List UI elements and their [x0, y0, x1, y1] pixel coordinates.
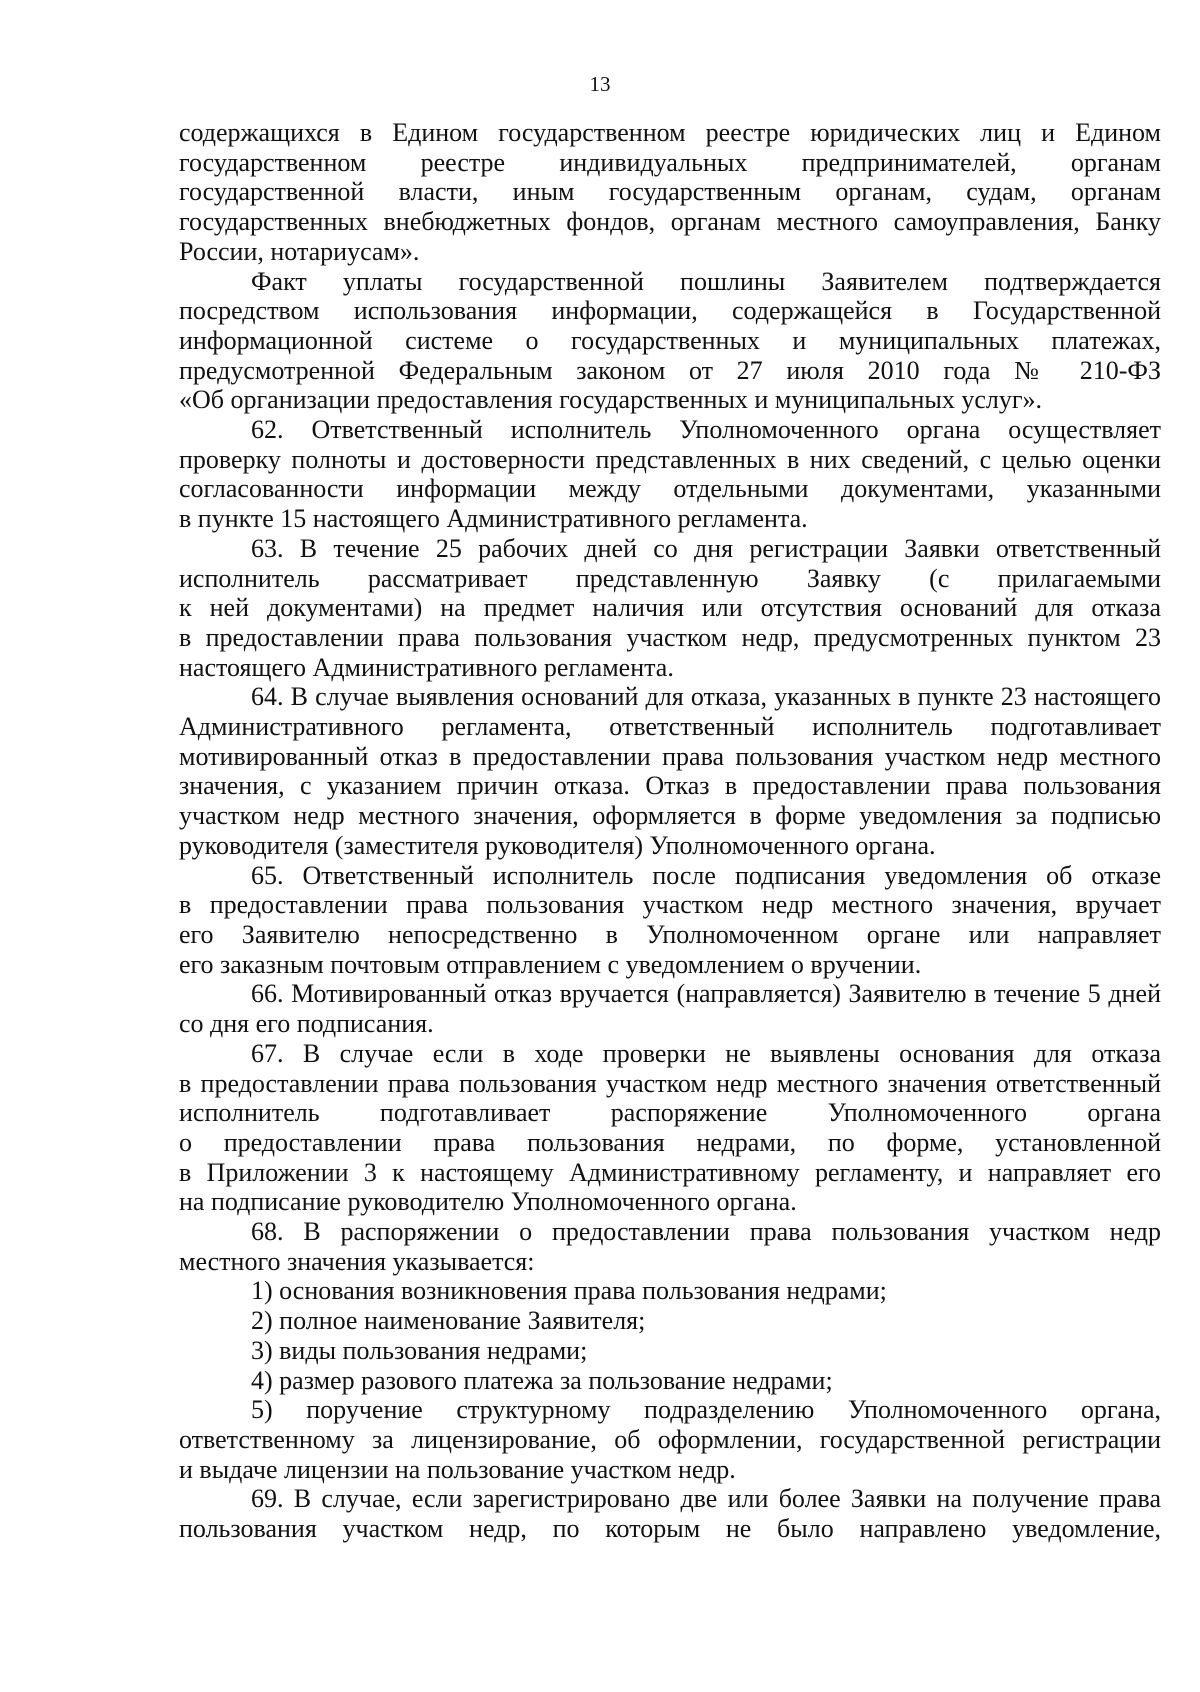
text-line: местного значения указывается:: [179, 1246, 535, 1276]
text-line: исполнитель подготавливает распоряжение Уполномоченного органа: [179, 1098, 1161, 1128]
page-number: 13: [589, 72, 611, 96]
text-line: содержащихся в Едином государственном реестре юридических лиц и Едином: [179, 118, 1161, 147]
text-line: участком недр местного значения, оформляется в форме уведомления за подписью: [179, 801, 1161, 831]
text-line: государственном реестре индивидуальных предпринимателей, органам: [179, 147, 1161, 177]
text-line: 65. Ответственный исполнитель после подписания уведомления об отказе: [251, 860, 1161, 890]
text-line: в предоставлении права пользования участком недр местного значения ответственный: [179, 1068, 1161, 1098]
text-line: государственных внебюджетных фондов, органам местного самоуправления, Банку: [179, 207, 1161, 237]
text-line: значения, с указанием причин отказа. Отказ в предоставлении права пользования: [179, 771, 1161, 801]
paragraph-item3: [179, 1336, 1161, 1366]
paragraph-p68: [179, 1217, 1161, 1276]
text-line: на подписание руководителю Уполномоченного органа.: [179, 1187, 797, 1217]
text-line: в Приложении 3 к настоящему Административному регламенту, и направляет его: [179, 1157, 1161, 1187]
text-line: его заказным почтовым отправлением с уведомлением о вручении.: [179, 949, 922, 979]
text-line: к ней документами) на предмет наличия или отсутствия оснований для отказа: [179, 593, 1161, 623]
text-line: посредством использования информации, содержащейся в Государственной: [179, 296, 1161, 326]
text-line: согласованности информации между отдельными документами, указанными: [179, 474, 1161, 504]
text-line: Факт уплаты государственной пошлины Заявителем подтверждается: [251, 266, 1161, 296]
paragraph-item1: [179, 1276, 1161, 1306]
paragraph-item5: [179, 1395, 1161, 1484]
text-line: в пункте 15 настоящего Административного регламента.: [179, 504, 808, 534]
text-line: 4) размер разового платежа за пользование недрами;: [251, 1365, 833, 1395]
paragraph-p65: [179, 861, 1161, 980]
paragraph-p63: [179, 534, 1161, 683]
text-line: его Заявителю непосредственно в Уполномоченном органе или направляет: [179, 919, 1161, 949]
text-line: и выдаче лицензии на пользование участком недр.: [179, 1454, 736, 1484]
text-line: «Об организации предоставления государственных и муниципальных услуг».: [179, 385, 1043, 415]
paragraph-p69: [179, 1484, 1161, 1543]
paragraph-p62: [179, 415, 1161, 534]
text-line: информационной системе о государственных и муниципальных платежах,: [179, 325, 1161, 355]
text-line: 3) виды пользования недрами;: [251, 1335, 588, 1365]
text-line: 67. В случае если в ходе проверки не выявлены основания для отказа: [251, 1038, 1161, 1068]
text-line: 68. В распоряжении о предоставлении права пользования участком недр: [251, 1217, 1161, 1247]
text-line: ответственному за лицензирование, об оформлении, государственной регистрации: [179, 1424, 1161, 1454]
paragraph-p67: [179, 1039, 1161, 1217]
paragraph-item2: [179, 1306, 1161, 1336]
text-line: 5) поручение структурному подразделению Уполномоченного органа,: [251, 1395, 1161, 1425]
text-line: мотивированный отказ в предоставлении права пользования участком недр местного: [179, 741, 1161, 771]
text-line: 64. В случае выявления оснований для отказа, указанных в пункте 23 настоящего: [251, 682, 1161, 712]
text-line: проверку полноты и достоверности представленных в них сведений, с целью оценки: [179, 444, 1161, 474]
paragraph-p64: [179, 682, 1161, 860]
text-line: о предоставлении права пользования недрами, по форме, установленной: [179, 1127, 1161, 1157]
paragraph-p66: [179, 979, 1161, 1038]
paragraph-fact: [179, 267, 1161, 416]
text-line: исполнитель рассматривает представленную Заявку (с прилагаемыми: [179, 563, 1161, 593]
paragraph-cont: [179, 118, 1161, 267]
paragraph-item4: [179, 1366, 1161, 1396]
text-line: руководителя (заместителя руководителя) Уполномоченного органа.: [179, 830, 936, 860]
text-line: предусмотренной Федеральным законом от 27 июля 2010 года № 210-ФЗ: [179, 355, 1161, 385]
text-line: 69. В случае, если зарегистрировано две или более Заявки на получение права: [251, 1484, 1161, 1514]
text-line: настоящего Административного регламента.: [179, 652, 674, 682]
document-body: [179, 118, 1161, 1544]
text-line: пользования участком недр, по которым не было направлено уведомление,: [179, 1514, 1161, 1544]
text-line: 62. Ответственный исполнитель Уполномоченного органа осуществляет: [251, 415, 1161, 445]
text-line: 1) основания возникновения права пользования недрами;: [251, 1276, 887, 1306]
text-line: в предоставлении права пользования участком недр, предусмотренных пунктом 23: [179, 622, 1161, 652]
text-line: в предоставлении права пользования участком недр местного значения, вручает: [179, 890, 1161, 920]
text-line: 63. В течение 25 рабочих дней со дня регистрации Заявки ответственный: [251, 533, 1161, 563]
text-line: со дня его подписания.: [179, 1009, 434, 1039]
text-line: 66. Мотивированный отказ вручается (направляется) Заявителю в течение 5 дней: [251, 979, 1161, 1009]
text-line: 2) полное наименование Заявителя;: [251, 1306, 646, 1336]
text-line: Административного регламента, ответственный исполнитель подготавливает: [179, 712, 1161, 742]
text-line: России, нотариусам».: [179, 236, 420, 266]
text-line: государственной власти, иным государственным органам, судам, органам: [179, 177, 1161, 207]
